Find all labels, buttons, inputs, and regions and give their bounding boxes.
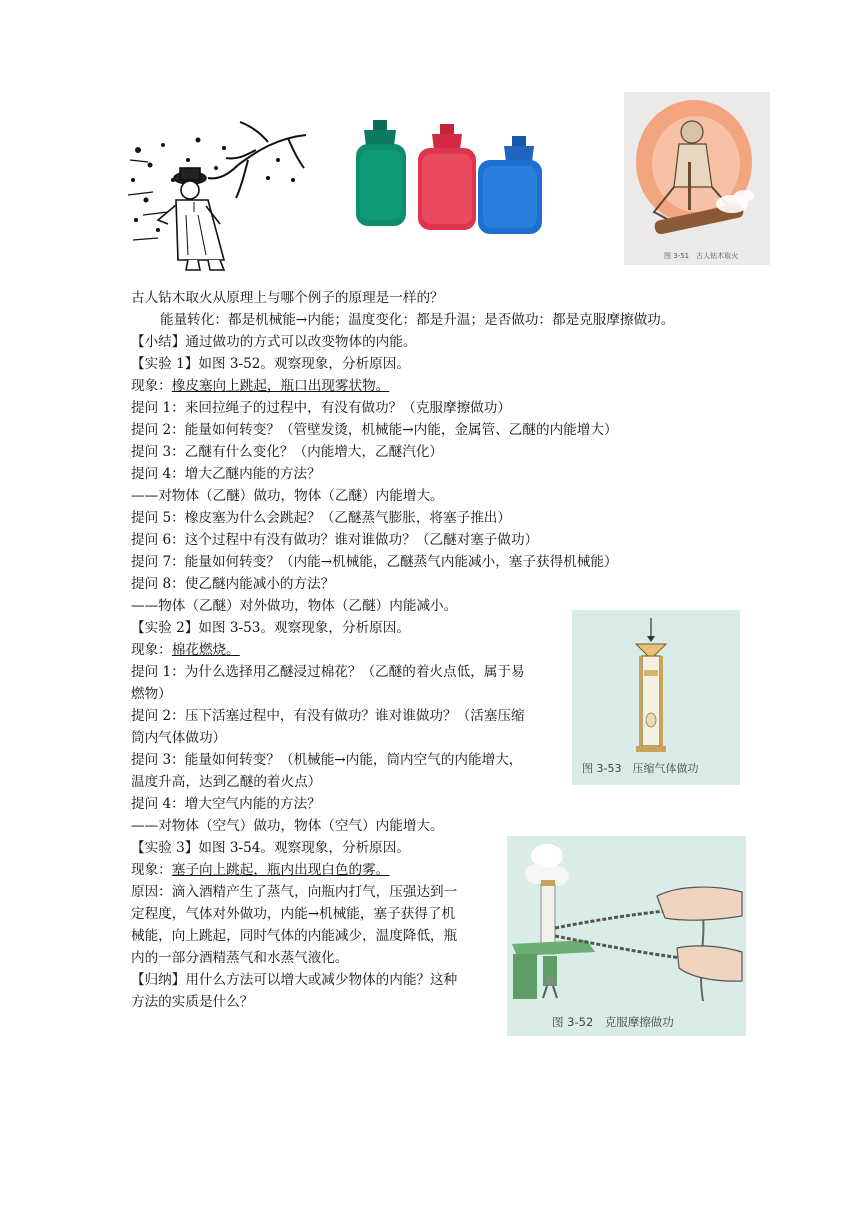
fig-3-51-caption: 图 3-51 古人钻木取火	[664, 252, 739, 260]
experiment-2-phenomenon	[131, 640, 240, 660]
induction-line-1	[131, 970, 457, 990]
exp1-label: 【实验 1】	[131, 356, 199, 372]
fig-3-53-caption: 图 3-53 压缩气体做功	[582, 762, 699, 775]
summary-label: 【小结】	[131, 334, 186, 350]
exp1-question-4: 提问 4：增大乙醚内能的方法？	[131, 466, 321, 482]
exp1-question-6: 提问 6：这个过程中有没有做功？谁对谁做功？（乙醚对塞子做功）	[131, 532, 539, 548]
exp3-label: 【实验 3】	[131, 840, 199, 856]
experiment-1-phenomenon	[131, 376, 389, 396]
exp2-question-1b: 燃物）	[131, 686, 172, 702]
summary-line	[131, 332, 416, 352]
exp1-question-1: 提问 1：来回拉绳子的过程中，有没有做功？（克服摩擦做功）	[131, 400, 511, 416]
exp1-phen: 橡皮塞向上跳起，瓶口出现雾状物。	[171, 378, 390, 394]
experiment-3-phenomenon	[131, 860, 389, 880]
exp1-answer-8: ——物体（乙醚）对外做功，物体（乙醚）内能减小。	[131, 598, 458, 614]
exp3-text: 如图 3-54。观察现象，分析原因。	[198, 840, 410, 856]
exp1-question-2: 提问 2：能量如何转变？（管壁发烫，机械能→内能，金属管、乙醚的内能增大）	[131, 422, 618, 438]
exp3-phen-label: 现象：	[131, 862, 172, 878]
exp2-question-2b: 筒内气体做功）	[131, 730, 227, 746]
exp1-question-5: 提问 5：橡皮塞为什么会跳起？（乙醚蒸气膨胀，将塞子推出）	[131, 510, 511, 526]
exp2-answer-4: ——对物体（空气）做功，物体（空气）内能增大。	[131, 818, 444, 834]
exp1-answer-4: ——对物体（乙醚）做功，物体（乙醚）内能增大。	[131, 488, 444, 504]
exp2-question-2a: 提问 2：压下活塞过程中，有没有做功？谁对谁做功？（活塞压缩	[131, 708, 525, 724]
exp2-question-3b: 温度升高，达到乙醚的着火点）	[131, 774, 322, 790]
exp2-phen-label: 现象：	[131, 642, 172, 658]
energy-comparison: 能量转化：都是机械能→内能；温度变化：都是升温；是否做功：都是克服摩擦做功。	[160, 312, 675, 328]
exp2-label: 【实验 2】	[131, 620, 199, 636]
ancient-fire-drill-figure	[624, 92, 770, 265]
hot-water-bags-photo	[350, 118, 550, 238]
induction-line-2: 方法的实质是什么？	[131, 994, 254, 1010]
reason-line-2: 定程度，气体对外做功，内能→机械能，塞子获得了机	[131, 906, 456, 922]
reason-line-1: 原因：滴入酒精产生了蒸气，向瓶内打气，压强达到一	[131, 884, 458, 900]
exp2-question-1a: 提问 1：为什么选择用乙醚浸过棉花？（乙醚的着火点低，属于易	[131, 664, 525, 680]
experiment-1-heading	[131, 354, 410, 374]
cold-wind-cartoon	[128, 120, 306, 275]
question-main: 古人钻木取火从原理上与哪个例子的原理是一样的？	[131, 290, 444, 306]
exp1-question-8: 提问 8：使乙醚内能减小的方法？	[131, 576, 335, 592]
compressed-gas-figure	[572, 610, 740, 785]
fig-3-52-caption: 图 3-52 克服摩擦做功	[552, 1015, 674, 1029]
exp1-text: 如图 3-52。观察现象，分析原因。	[198, 356, 410, 372]
summary-text: 通过做功的方式可以改变物体的内能。	[185, 334, 417, 350]
friction-work-figure	[507, 836, 746, 1036]
experiment-3-heading	[131, 838, 410, 858]
exp2-text: 如图 3-53。观察现象，分析原因。	[198, 620, 410, 636]
reason-line-3: 械能，向上跳起，同时气体的内能减少，温度降低，瓶	[131, 928, 458, 944]
exp2-phen: 棉花燃烧。	[171, 642, 240, 658]
exp1-phen-label: 现象：	[131, 378, 172, 394]
exp1-question-3: 提问 3：乙醚有什么变化？（内能增大，乙醚汽化）	[131, 444, 444, 460]
experiment-2-heading	[131, 618, 410, 638]
exp3-phen: 塞子向上跳起，瓶内出现白色的雾。	[171, 862, 390, 878]
induction-label: 【归纳】	[131, 972, 186, 988]
induction-text-1: 用什么方法可以增大或减少物体的内能？这种	[185, 972, 458, 988]
exp2-question-4: 提问 4：增大空气内能的方法？	[131, 796, 321, 812]
reason-line-4: 内的一部分酒精蒸气和水蒸气液化。	[131, 950, 349, 966]
exp2-question-3a: 提问 3：能量如何转变？（机械能→内能，筒内空气的内能增大，	[131, 752, 523, 768]
exp1-question-7: 提问 7：能量如何转变？（内能→机械能，乙醚蒸气内能减小，塞子获得机械能）	[131, 554, 618, 570]
